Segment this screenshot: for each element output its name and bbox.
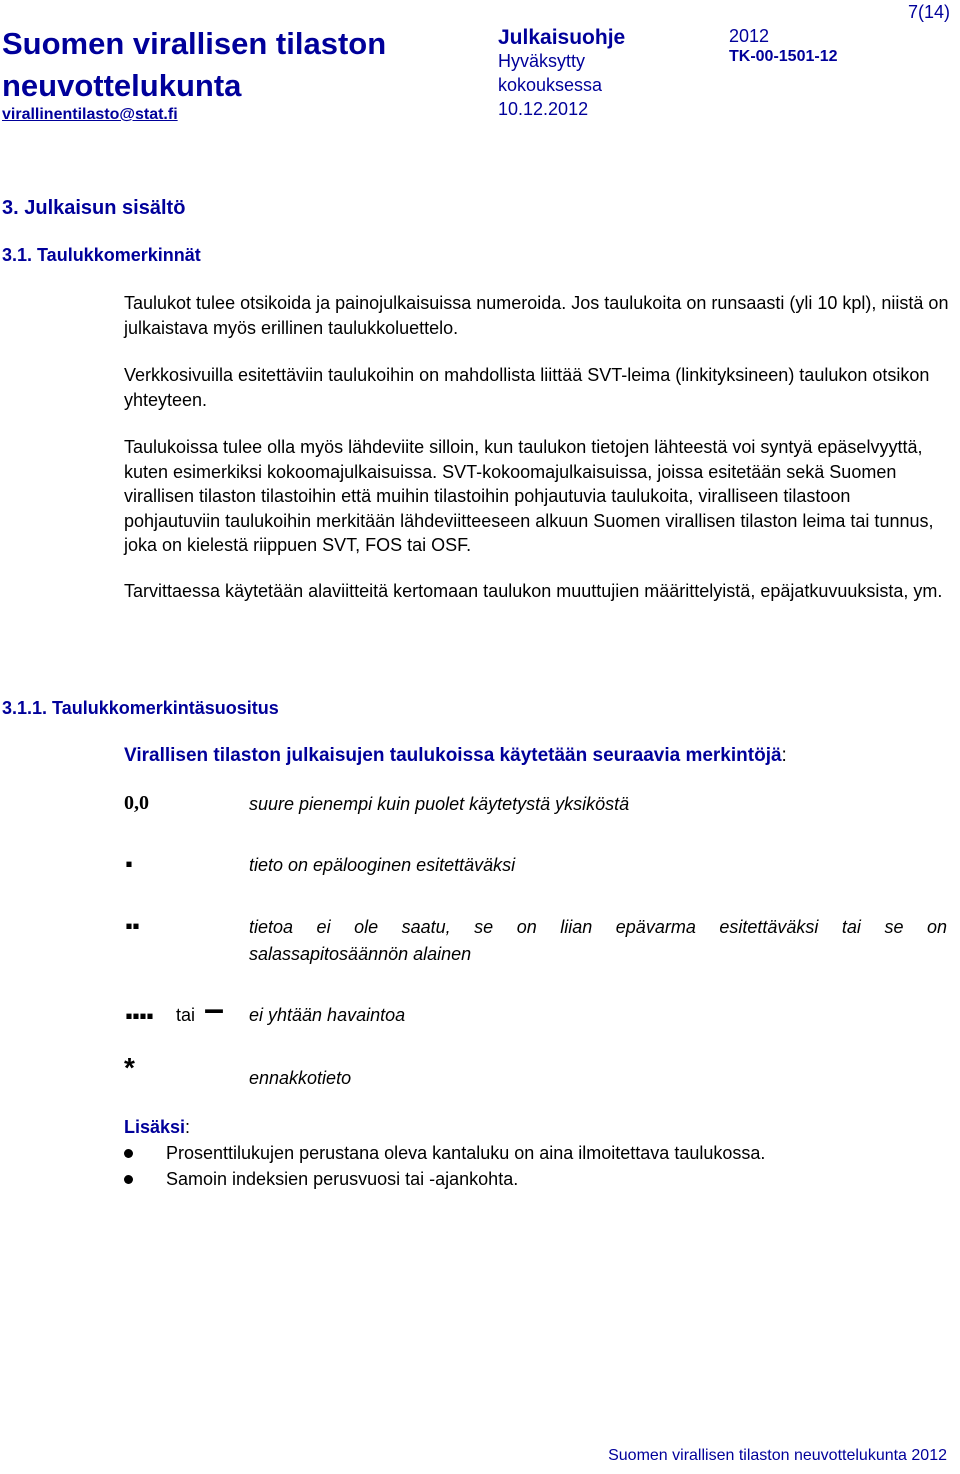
organization-name-line1: Suomen virallisen tilaston: [2, 26, 387, 61]
section-heading: 3. Julkaisun sisältö: [2, 197, 186, 219]
bullet-item: Samoin indeksien perusvuosi tai -ajankohta.: [166, 1169, 519, 1189]
additional-label-text: Lisäksi: [124, 1117, 186, 1137]
approved-date: 10.12.2012: [498, 99, 589, 119]
symbol-quad-dot: ....: [124, 986, 153, 1027]
document-id: TK-00-1501-12: [729, 48, 838, 65]
subsection-heading: 3.1. Taulukkomerkinnät: [2, 245, 201, 265]
paragraph-table-titles: Taulukot tulee otsikoida ja painojulkaisuissa numeroida. Jos taulukoita on runsaasti (yli 10 kpl), niistä on julkaistava myös erillinen taulukkoluettelo.: [124, 293, 949, 338]
symbol-double-dot-description: tietoa ei ole saatu, se on liian epävarma esitettäväksi tai se on: [249, 917, 947, 937]
footer-text: Suomen virallisen tilaston neuvottelukunta 2012: [608, 1447, 947, 1464]
recommendation-heading: 3.1.1. Taulukkomerkintäsuositus: [2, 698, 279, 718]
symbol-zero-description: suure pienempi kuin puolet käytetystä yksiköstä: [249, 794, 630, 814]
paragraph-footnotes: Tarvittaessa käytetään alaviitteitä kertomaan taulukon muuttujien määrittelyistä, epäjatkuvuuksista, ym.: [124, 581, 943, 601]
symbol-asterisk-description: ennakkotieto: [249, 1068, 352, 1088]
approved-label: Hyväksytty: [498, 51, 586, 71]
symbol-double-dot-description-cont: salassapitosäännön alainen: [249, 944, 472, 964]
additional-label-colon: :: [185, 1117, 191, 1137]
bullet-dot: [124, 1175, 133, 1184]
page-number: 7(14): [907, 2, 950, 22]
bullet-item: Prosenttilukujen perustana oleva kantaluku on aina ilmoitettava taulukossa.: [166, 1143, 766, 1163]
symbol-dot: .: [124, 834, 135, 875]
document-year: 2012: [729, 26, 770, 46]
paragraph-web-svt-stamp: Verkkosivuilla esitettäviin taulukoihin on mahdollista liittää SVT-leima (linkityksineen) taulukon otsikon yhteyteen.: [124, 365, 930, 410]
recommendation-lead-text: Virallisen tilaston julkaisujen taulukoissa käytetään seuraavia merkintöjä: [124, 745, 782, 766]
organization-name-line2: neuvottelukunta: [2, 68, 242, 103]
symbol-dash: –: [204, 988, 225, 1029]
bullet-dot: [124, 1149, 133, 1158]
paragraph-source-reference: Taulukoissa tulee olla myös lähdeviite silloin, kun taulukon tietojen lähteestä voi syntyä epäselvyyttä, kuten esimerkiksi kokoomajulkaisuissa. SVT-kokoomajulkaisuissa, joissa esitetään sekä Suomen virallisen tilaston tilastoihin että muihin tilastoihin pohjautuvia taulukoita, viralliseen tilastoon pohjautuviin taulukoihin merkitään lähdeviitteeseen alkuun Suomen virallisen tilaston leima tai tunnus, joka on kielestä riippuen SVT, FOS tai OSF.: [124, 437, 934, 555]
recommendation-lead: [124, 745, 787, 767]
recommendation-lead-colon: :: [781, 745, 787, 766]
symbol-double-dot: ..: [124, 896, 139, 937]
symbol-dash-description: ei yhtään havaintoa: [249, 1005, 406, 1025]
symbol-zero: 0,0: [124, 792, 149, 814]
document-title: Julkaisuohje: [498, 26, 626, 49]
symbol-or-label: tai: [176, 1005, 196, 1025]
additional-label: [124, 1117, 190, 1138]
symbol-dot-description: tieto on epälooginen esitettäväksi: [249, 855, 516, 875]
approved-meeting-label: kokouksessa: [498, 75, 603, 95]
contact-email-link[interactable]: virallinentilasto@stat.fi: [2, 106, 178, 123]
symbol-asterisk: *: [124, 1052, 135, 1083]
